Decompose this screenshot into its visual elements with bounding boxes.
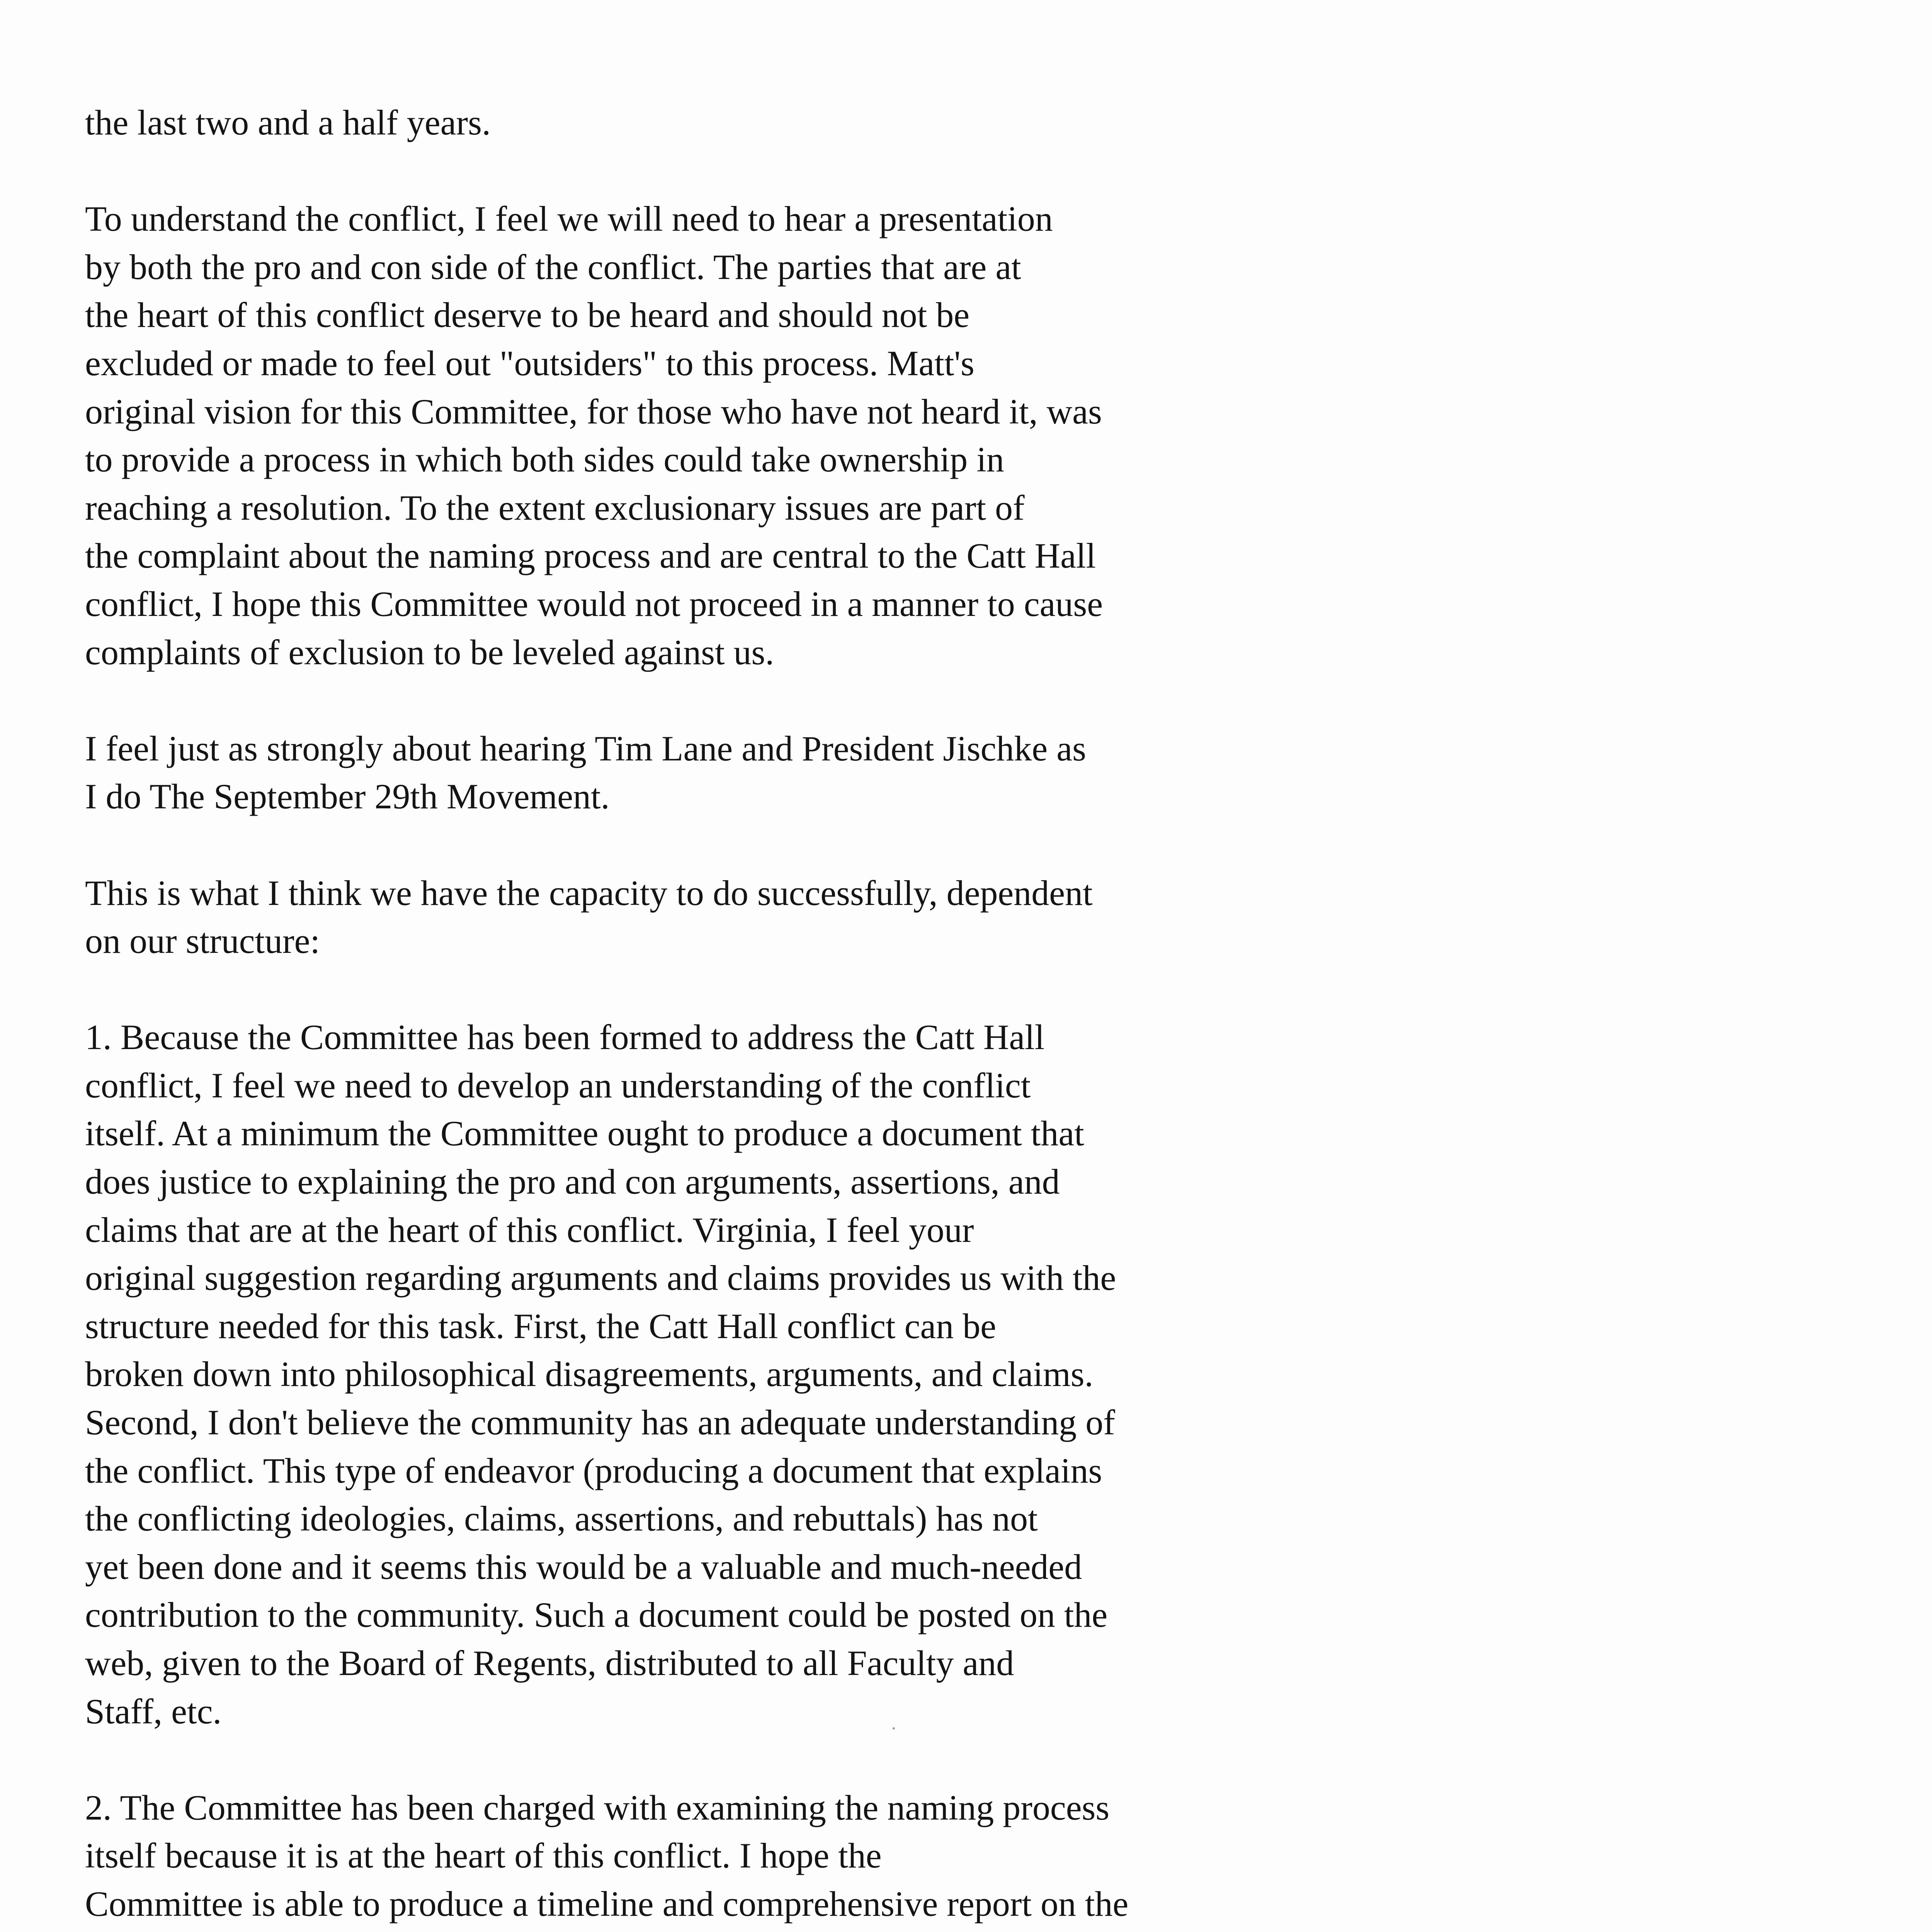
text-line: Second, I don't believe the community has an adequate understanding of xyxy=(85,1403,1115,1442)
text-line: claims that are at the heart of this conflict. Virginia, I feel your xyxy=(85,1210,974,1250)
text-line: contribution to the community. Such a document could be posted on the xyxy=(85,1595,1108,1635)
text-line: original vision for this Committee, for those who have not heard it, was xyxy=(85,391,1102,431)
text-line: I feel just as strongly about hearing Tim Lane and President Jischke as xyxy=(85,728,1086,768)
text-line: does justice to explaining the pro and con arguments, assertions, and xyxy=(85,1162,1060,1202)
list-item-1 xyxy=(85,1013,1360,1735)
text-line: on our structure: xyxy=(85,921,320,961)
paragraph-hearing-parties xyxy=(85,724,1360,821)
text-line: the heart of this conflict deserve to be heard and should not be xyxy=(85,295,970,335)
text-line: itself. At a minimum the Committee ought to produce a document that xyxy=(85,1114,1084,1153)
text-line: by both the pro and con side of the conflict. The parties that are at xyxy=(85,247,1021,287)
text-line: the conflict. This type of endeavor (producing a document that explains xyxy=(85,1451,1102,1490)
text-line: the complaint about the naming process and are central to the Catt Hall xyxy=(85,536,1096,576)
text-line: yet been done and it seems this would be a valuable and much-needed xyxy=(85,1547,1082,1587)
text-line: to provide a process in which both sides could take ownership in xyxy=(85,440,1004,480)
text-line: I do The September 29th Movement. xyxy=(85,777,610,816)
text-line: web, given to the Board of Regents, distributed to all Faculty and xyxy=(85,1643,1014,1683)
text-line: This is what I think we have the capacity to do successfully, dependent xyxy=(85,873,1093,913)
text-line: Committee is able to produce a timeline and comprehensive report on the xyxy=(85,1884,1129,1923)
text-line xyxy=(85,1928,1360,1932)
text-line: To understand the conflict, I feel we will need to hear a presentation xyxy=(85,199,1053,239)
paragraph-conflict-presentation xyxy=(85,195,1360,676)
text-line: original suggestion regarding arguments and claims provides us with the xyxy=(85,1258,1116,1298)
text-line: conflict, I feel we need to develop an understanding of the conflict xyxy=(85,1065,1031,1105)
text-line: complaints of exclusion to be leveled against us. xyxy=(85,632,774,672)
text-line: Staff, etc. xyxy=(85,1691,222,1731)
document-body xyxy=(85,99,1360,1932)
scan-speck xyxy=(893,1727,895,1730)
text-line: conflict, I hope this Committee would not proceed in a manner to cause xyxy=(85,584,1103,624)
text-line: reaching a resolution. To the extent exclusionary issues are part of xyxy=(85,488,1025,527)
text-line: 1. Because the Committee has been formed to address the Catt Hall xyxy=(85,1017,1045,1057)
text-line: the last two and a half years. xyxy=(85,103,491,142)
text-line: broken down into philosophical disagreements, arguments, and claims. xyxy=(85,1354,1094,1394)
text-line: excluded or made to feel out "outsiders" to this process. Matt's xyxy=(85,343,975,383)
list-item-2 xyxy=(85,1784,1360,1932)
paragraph-intro-fragment xyxy=(85,99,1360,147)
text-line: structure needed for this task. First, the Catt Hall conflict can be xyxy=(85,1306,997,1346)
text-line: 2. The Committee has been charged with examining the naming process xyxy=(85,1787,1110,1827)
paragraph-capacity xyxy=(85,869,1360,965)
text-line: itself because it is at the heart of this conflict. I hope the xyxy=(85,1836,882,1876)
text-line: the conflicting ideologies, claims, assertions, and rebuttals) has not xyxy=(85,1499,1038,1539)
